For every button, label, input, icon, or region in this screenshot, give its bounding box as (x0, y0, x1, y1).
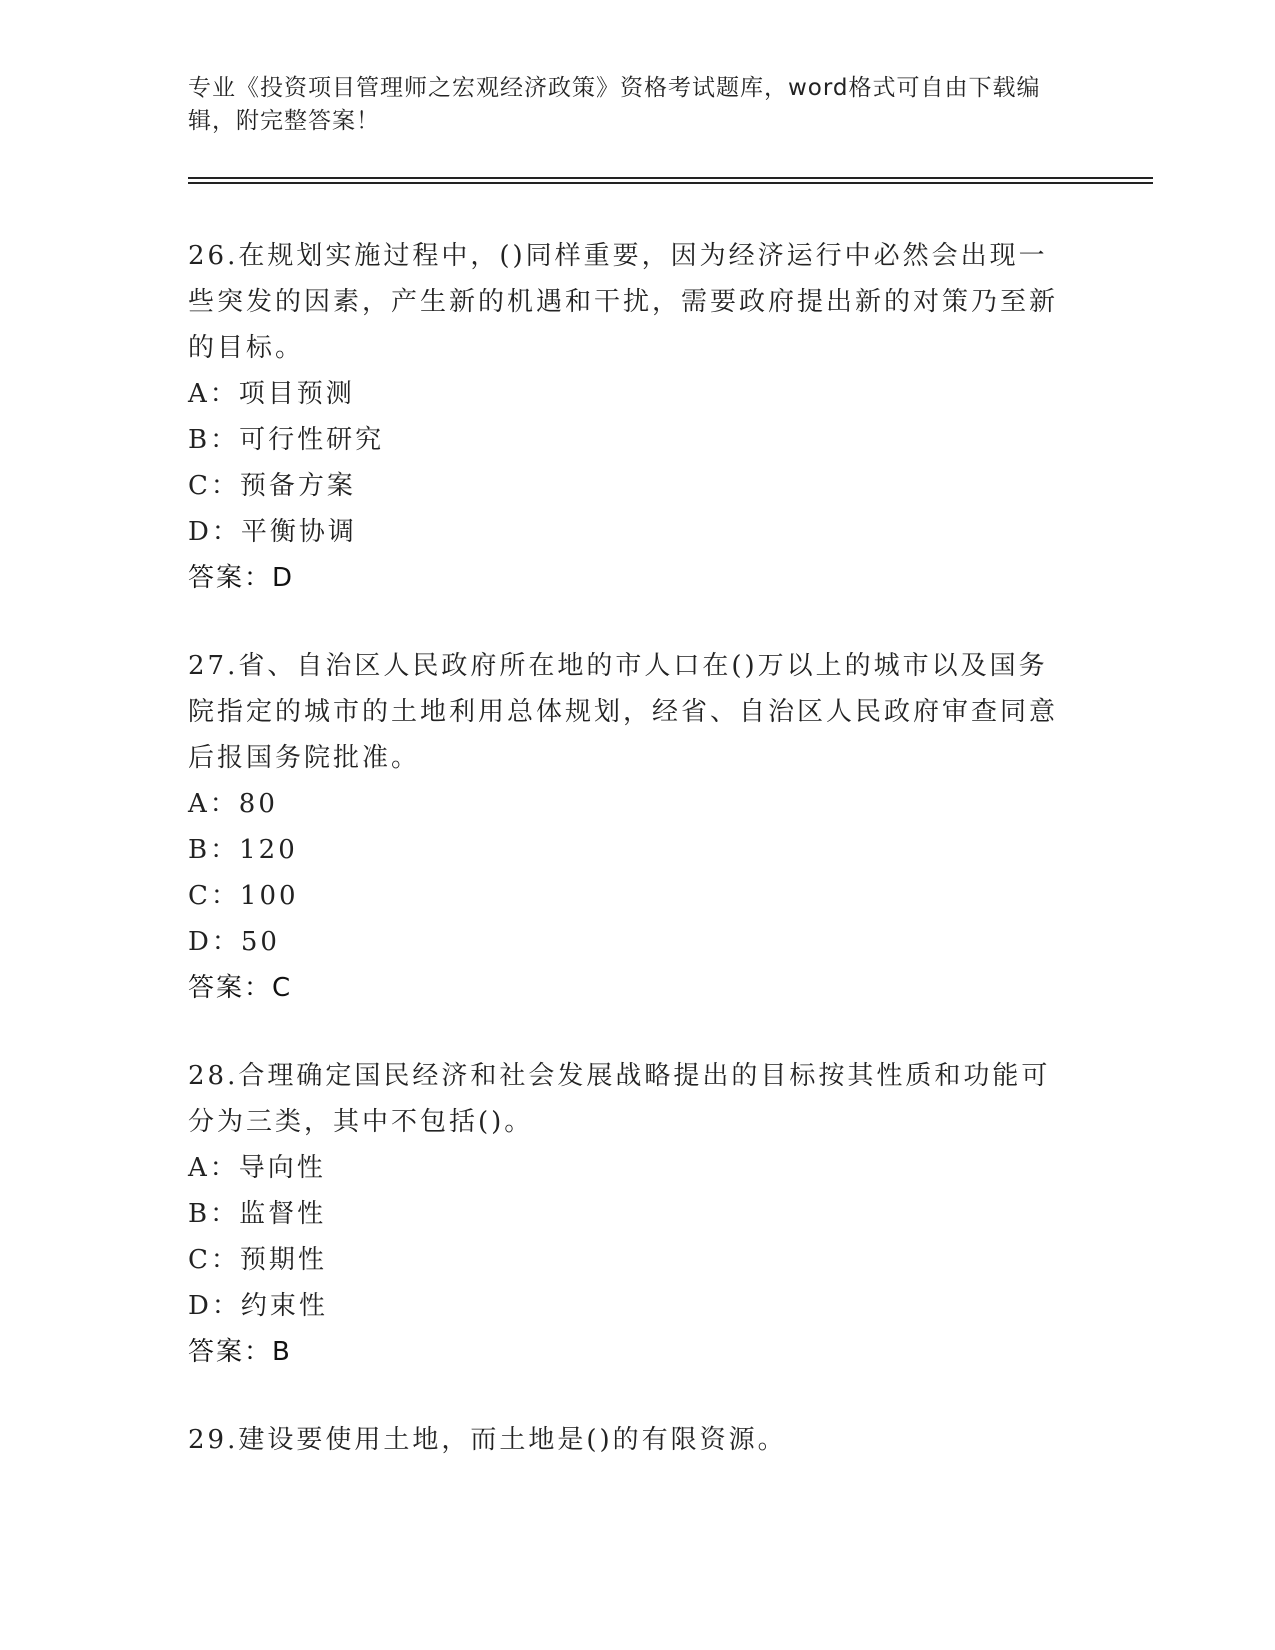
question-stem: 26.在规划实施过程中，()同样重要，因为经济运行中必然会出现一些突发的因素，产生新的机遇和干扰，需要政府提出新的对策乃至新的目标。 (188, 241, 1059, 363)
option-b (188, 1191, 1068, 1237)
document-header: 专业《投资项目管理师之宏观经济政策》资格考试题库，word格式可自由下载编辑，附完整答案！ (188, 75, 1041, 134)
option-c (188, 463, 1068, 509)
option-text: 约束性 (240, 1291, 328, 1321)
question-26 (188, 233, 1068, 601)
option-text: 预期性 (239, 1245, 327, 1275)
option-text: 预备方案 (239, 471, 356, 501)
question-stem: 29.建设要使用土地，而土地是()的有限资源。 (188, 1425, 787, 1455)
question-28 (188, 1053, 1068, 1375)
option-key: D： (188, 517, 241, 547)
option-text: 监督性 (239, 1199, 327, 1229)
option-a (188, 781, 1068, 827)
option-text: 可行性研究 (239, 425, 385, 455)
option-text: 项目预测 (238, 379, 355, 409)
option-d (188, 509, 1068, 555)
option-key: B： (188, 425, 240, 455)
option-a (188, 1145, 1068, 1191)
option-text: 平衡协调 (240, 517, 357, 547)
option-key: C： (188, 881, 240, 911)
question-27 (188, 643, 1068, 1011)
option-key: B： (188, 1199, 240, 1229)
option-d (188, 1283, 1068, 1329)
option-key: D： (188, 927, 241, 957)
option-key: B： (188, 835, 240, 865)
option-key: A： (188, 1153, 239, 1183)
option-d (188, 919, 1068, 965)
option-text: 100 (239, 881, 299, 911)
option-a (188, 371, 1068, 417)
answer-line: 答案：C (188, 973, 293, 1003)
option-text: 50 (240, 927, 280, 957)
header-divider-bottom (188, 182, 1153, 184)
option-text: 80 (238, 789, 278, 819)
option-b (188, 827, 1068, 873)
option-c (188, 873, 1068, 919)
option-c (188, 1237, 1068, 1283)
option-text: 120 (239, 835, 298, 865)
question-29 (188, 1417, 1068, 1463)
answer-line: 答案：B (188, 1337, 292, 1367)
option-key: C： (188, 1245, 240, 1275)
option-key: D： (188, 1291, 241, 1321)
answer-line: 答案：D (188, 563, 295, 593)
header-divider-top (188, 177, 1153, 179)
question-stem: 27.省、自治区人民政府所在地的市人口在()万以上的城市以及国务院指定的城市的土地利用总体规划，经省、自治区人民政府审查同意后报国务院批准。 (188, 651, 1059, 773)
option-text: 导向性 (238, 1153, 326, 1183)
option-key: C： (188, 471, 240, 501)
question-stem: 28.合理确定国民经济和社会发展战略提出的目标按其性质和功能可分为三类，其中不包括()。 (188, 1061, 1051, 1137)
option-key: A： (188, 789, 239, 819)
option-b (188, 417, 1068, 463)
option-key: A： (188, 379, 239, 409)
